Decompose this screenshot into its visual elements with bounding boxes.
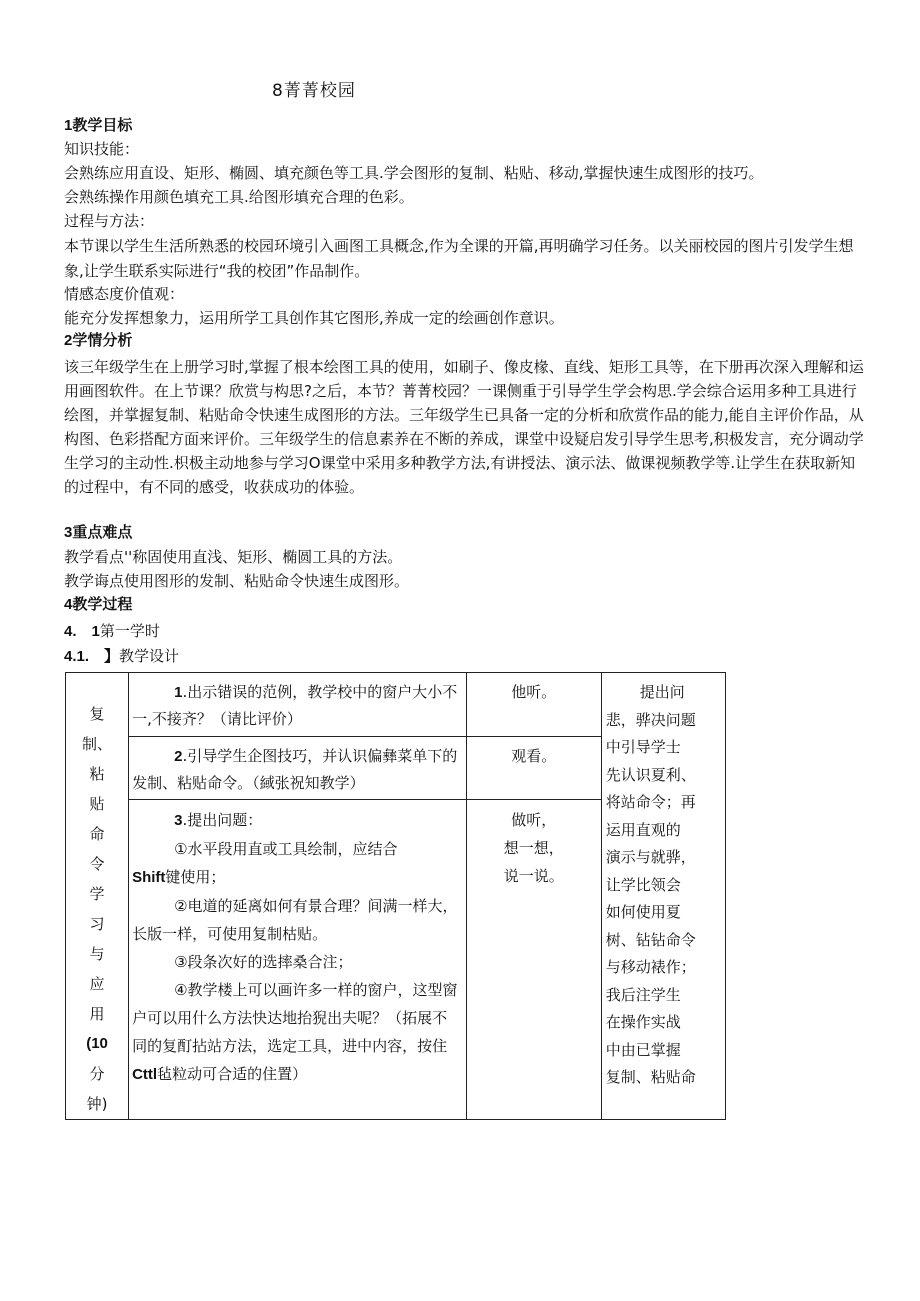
stage-char: 复 [89, 705, 105, 723]
process-methods-label: 过程与方法： [64, 212, 155, 230]
section-4-1-1-heading [64, 646, 179, 667]
knowledge-skills-line-1: 会熟练应用直设、矩形、椭圆、填充颜色等工具.学会图形的复制、粘贴、移动,掌握快速生成图形的技巧。 [64, 164, 764, 182]
question-1-text-cont: 键使用； [165, 868, 226, 887]
stage-char: 应 [89, 975, 105, 993]
intent-line: 让学比领会 [605, 875, 681, 894]
stage-char: 分 [89, 1065, 105, 1083]
student-activity-1 [466, 673, 601, 737]
intent-line: 中由已掌握 [605, 1040, 681, 1059]
stage-char: 与 [89, 945, 105, 963]
intent-line: 提出问 [639, 683, 685, 701]
activity-number: 1 [174, 684, 183, 701]
student-analysis-text: 该三年级学生在上册学习时,掌握了根本绘图工具的使用，如刷子、像皮椽、直线、矩形工具等，在下册再次深入理解和运用画图软件。在上节课？欣赏与构思?之后，本节？菁菁校园？一课侧重于引导学生学会构思.学会综合运用多种工具进行绘图，并掌握复制、粘贴命令快速生成图形的方法。三年级学生已具备一定的分析和欣赏作品的能力,能自主评价作品，从构图、色彩搭配方面来评价。三年级学生的信息素养在不断的养成，课堂中设疑启发引导学生思考,积极发言，充分调动学生学习的主动性.枳极主动地参与学习O课堂中采用多种教学方法,有讲授法、演示法、做课视频教学等.让学生在获取新知的过程中，有不同的感受，收获成功的体验。 [64, 358, 864, 496]
process-methods-text: 本节课以学生生活所熟悉的校园环境引入画图工具概念,作为全课的开篇,再明确学习任务。以关丽校园的图片引发学生想象,让学生联系实际进行“我的校团”作品制作。 [64, 237, 854, 280]
stage-char: 学 [89, 885, 105, 903]
intent-line: 中引导学士 [605, 738, 681, 756]
stage-char: 制、 [82, 735, 113, 753]
section-2-heading: 2学情分析 [64, 332, 133, 349]
section-4-1-heading [64, 621, 160, 642]
question-1-text: ①水平段用直或工具绘制，应结合 [174, 840, 398, 859]
section-3-heading: 3重点难点 [64, 524, 133, 541]
section-4-heading: 4教学过程 [64, 596, 133, 613]
activity-text: .引导学生企图技巧，并认识偏彝菜单下的发制、粘贴命令。（緎张祝知教学） [132, 746, 458, 792]
attitude-values-text: 能充分发挥想象力，运用所学工具创作其它图形,养成一定的绘画创作意识。 [64, 309, 564, 327]
difficult-point-text: 教学诲点使用图形的发制、粘贴命令快速生成图形。 [64, 572, 410, 590]
ctrl-key-text: Cttl [132, 1066, 158, 1084]
intent-line: 演示与就骅， [605, 848, 696, 866]
intent-line: 我后注学生 [605, 985, 681, 1004]
stage-char: 粘 [89, 765, 105, 783]
activity-text: .出示错误的范例，教学校中的窗户大小不一,不接齐？（请比评价） [132, 683, 458, 728]
teacher-activity-1 [129, 673, 467, 737]
intent-line: 运用直观的 [605, 820, 681, 839]
question-3-text: ③段条次好的选摔桑合注； [174, 953, 353, 972]
activity-text: .提出问题： [182, 811, 263, 830]
question-4-text-cont: 毡粒动可合适的住置） [157, 1065, 308, 1084]
stage-char: 贴 [89, 795, 105, 813]
teacher-activity-3 [129, 800, 467, 1120]
student-activity-2 [466, 736, 601, 800]
activity-number: 2 [174, 747, 183, 765]
section-1-heading: 1教学目标 [64, 117, 133, 134]
intent-line: 树、钻钻命令 [605, 930, 696, 949]
intent-line: 将站命令；再 [605, 793, 696, 811]
stage-char: 习 [89, 915, 105, 933]
question-2-text: ②电道的延离如何有景合理？间满一样大，长版一样，可使用复制枯贴。 [132, 897, 458, 944]
knowledge-skills-label: 知识技能： [64, 140, 140, 158]
student-activity-text: 观看。 [511, 746, 557, 765]
teaching-design-table [65, 672, 726, 1120]
key-point-text: 教学看点''称固使用直浅、矩形、椭圆工具的方法。 [64, 548, 403, 566]
stage-char: 钟) [86, 1095, 108, 1113]
intent-line: 在操作实战 [605, 1013, 681, 1031]
student-activity-text: 想一想， [503, 839, 564, 858]
stage-char: 用 [89, 1005, 105, 1023]
section-4-1-1-number: 4.1. 】 [64, 648, 120, 665]
teacher-activity-2 [129, 736, 467, 800]
shift-key-text: Shift [132, 869, 166, 887]
lesson-title: 8菁菁校园 [272, 81, 356, 101]
intent-line: 先认识夏利、 [605, 765, 696, 784]
activity-number: 3 [174, 812, 183, 830]
stage-char: 令 [89, 855, 105, 873]
intent-line: 悲，骅决问题 [605, 710, 696, 729]
section-4-1-1-text: 教学设计 [119, 647, 180, 665]
attitude-values-label: 情感态度价值观： [64, 285, 185, 303]
knowledge-skills-line-2: 会熟练操作用颜色填充工具.给图形填充合理的色彩。 [64, 188, 414, 206]
stage-char: 命 [89, 825, 105, 843]
student-activity-3 [466, 800, 601, 1120]
intent-line: 如何使用夏 [605, 903, 681, 921]
student-activity-text: 他听。 [511, 683, 557, 701]
section-4-1-text: 第一学时 [99, 622, 160, 640]
design-intent-cell [601, 673, 725, 1120]
student-activity-text: 说一说。 [503, 867, 564, 886]
intent-line: 复制、粘贴命 [605, 1068, 696, 1086]
section-4-1-number: 4. 1 [64, 623, 100, 640]
question-4-text: ④教学楼上可以画许多一样的窗户，这型窗户可以用什么方法快达地抬猊出夫呢？（拓展不同的复酊拈站方法，选定工具，进中内容，按住 [132, 981, 458, 1056]
stage-cell [66, 673, 129, 1120]
intent-line: 与移动裱作； [605, 958, 696, 976]
student-activity-text: 做听， [511, 811, 557, 830]
stage-char: (10 [86, 1035, 108, 1052]
